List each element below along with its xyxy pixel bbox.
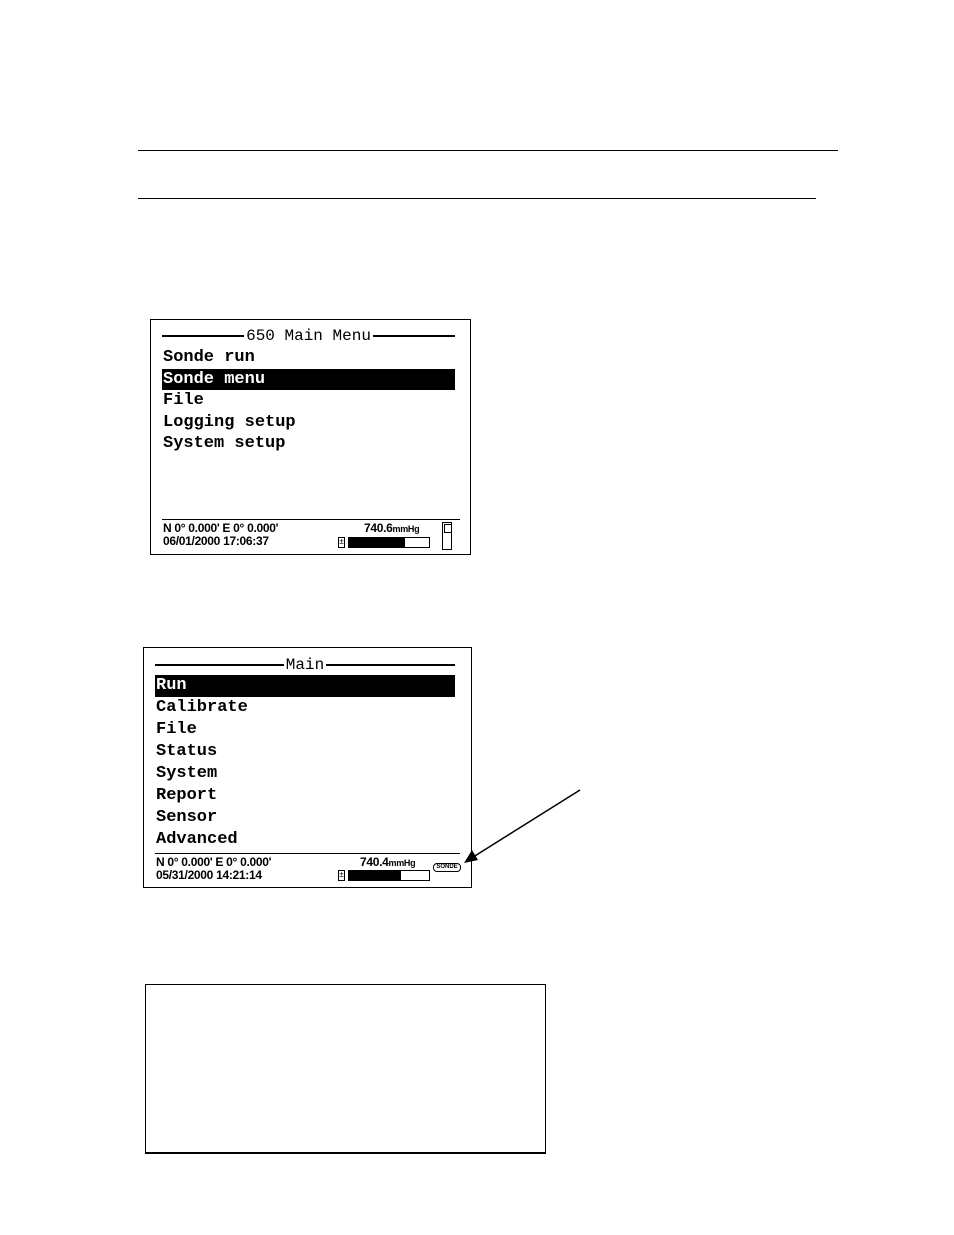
handheld-icon (442, 522, 452, 550)
empty-display-box (145, 984, 546, 1154)
battery-fill (349, 871, 401, 880)
menu-item-file[interactable]: File (156, 720, 197, 739)
menu-title: Main (285, 656, 325, 674)
menu-item-status[interactable]: Status (156, 742, 218, 761)
menu-item-sonde-menu[interactable]: Sonde menu (162, 369, 455, 391)
battery-gauge (348, 870, 430, 881)
battery-icon: ± (339, 871, 344, 880)
menu-title: 650 Main Menu (246, 327, 371, 345)
menu-list (155, 675, 455, 851)
menu-item-system[interactable]: System (156, 764, 218, 783)
menu-item-sensor[interactable]: Sensor (156, 808, 218, 827)
gps-readout: N 0° 0.000' E 0° 0.000' (163, 521, 279, 535)
menu-item-system-setup[interactable]: System setup (163, 434, 286, 453)
pressure-readout (364, 521, 419, 536)
battery-fill (349, 538, 405, 547)
menu-item-report[interactable]: Report (156, 786, 218, 805)
status-bar (162, 519, 460, 552)
datetime-readout: 05/31/2000 14:21:14 (156, 868, 262, 882)
pressure-value: 740.4 (360, 855, 389, 869)
top-rule (138, 150, 838, 151)
pressure-value: 740.6 (364, 521, 393, 535)
menu-title-row (155, 655, 455, 675)
gps-readout: N 0° 0.000' E 0° 0.000' (156, 855, 272, 869)
pressure-readout (360, 855, 415, 870)
screen-650-main-menu (150, 319, 471, 555)
menu-item-sonde-run[interactable]: Sonde run (163, 348, 255, 367)
screen-sonde-main (143, 647, 472, 888)
menu-item-advanced[interactable]: Advanced (156, 830, 238, 849)
menu-item-run[interactable]: Run (155, 675, 455, 697)
second-rule (138, 198, 816, 199)
status-bar (155, 853, 460, 884)
menu-list (162, 347, 455, 455)
battery-icon: ± (339, 538, 344, 547)
pressure-unit: mmHg (392, 524, 420, 534)
menu-item-calibrate[interactable]: Calibrate (156, 698, 248, 717)
menu-item-file[interactable]: File (163, 391, 204, 410)
menu-item-logging-setup[interactable]: Logging setup (163, 412, 296, 432)
menu-title-row (162, 326, 455, 346)
battery-gauge (348, 537, 430, 548)
datetime-readout: 06/01/2000 17:06:37 (163, 534, 269, 548)
sonde-connection-icon: SONDE (433, 863, 461, 872)
pressure-unit: mmHg (388, 858, 416, 868)
